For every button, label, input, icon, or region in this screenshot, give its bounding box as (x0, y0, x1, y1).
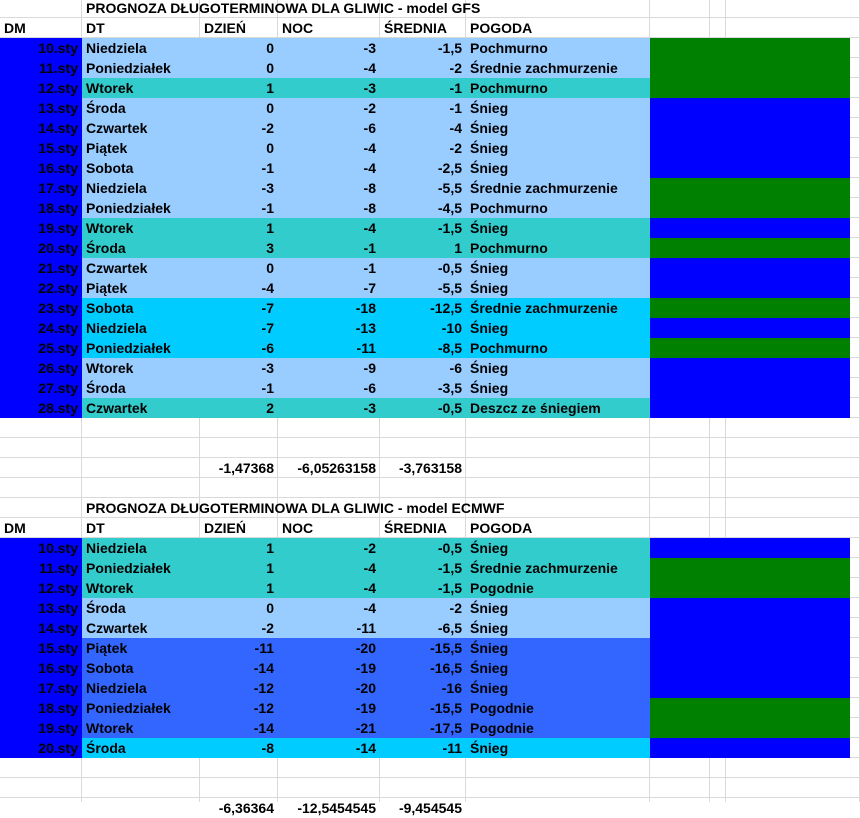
table-cell-noc[interactable]: -20 (278, 678, 380, 698)
table-cell-dzien[interactable]: -1 (200, 158, 278, 178)
table-cell-dt[interactable]: Wtorek (82, 218, 200, 238)
table-cell-dt[interactable]: Czwartek (82, 258, 200, 278)
table-cell-pogoda[interactable]: Pochmurno (466, 198, 650, 218)
table-cell-srednia[interactable]: -5,5 (380, 278, 466, 298)
table-cell-dt[interactable]: Poniedziałek (82, 558, 200, 578)
table-cell-srednia[interactable]: -15,5 (380, 698, 466, 718)
table-cell-dm[interactable]: 20.sty (0, 238, 82, 258)
table-cell-dt[interactable]: Wtorek (82, 358, 200, 378)
table-cell-srednia[interactable]: -6,5 (380, 618, 466, 638)
table-cell-dzien[interactable]: -3 (200, 358, 278, 378)
table-cell-pogoda[interactable]: Pogodnie (466, 718, 650, 738)
table-cell-dm[interactable]: 19.sty (0, 718, 82, 738)
table-cell-dzien[interactable]: -1 (200, 198, 278, 218)
table-cell-dt[interactable]: Sobota (82, 158, 200, 178)
table-cell-dt[interactable]: Środa (82, 738, 200, 758)
table-cell-noc[interactable]: -2 (278, 98, 380, 118)
table-cell-dm[interactable]: 22.sty (0, 278, 82, 298)
weather-indicator[interactable] (650, 558, 850, 578)
table-cell-srednia[interactable]: -8,5 (380, 338, 466, 358)
table-cell-noc[interactable]: -4 (278, 578, 380, 598)
table-cell-noc[interactable]: -4 (278, 218, 380, 238)
table-cell-dzien[interactable]: -1 (200, 378, 278, 398)
table-cell-pogoda[interactable]: Śnieg (466, 638, 650, 658)
table-cell-srednia[interactable]: -16,5 (380, 658, 466, 678)
table-cell-pogoda[interactable]: Śnieg (466, 658, 650, 678)
table-cell-srednia[interactable]: -0,5 (380, 538, 466, 558)
table-cell-noc[interactable]: -19 (278, 698, 380, 718)
table-cell-pogoda[interactable]: Śnieg (466, 618, 650, 638)
table-cell-srednia[interactable]: -16 (380, 678, 466, 698)
table-cell-dzien[interactable]: 1 (200, 218, 278, 238)
table-cell-pogoda[interactable]: Śnieg (466, 738, 650, 758)
table-cell-dt[interactable]: Środa (82, 98, 200, 118)
weather-indicator[interactable] (650, 178, 850, 198)
table-cell-dt[interactable]: Czwartek (82, 398, 200, 418)
table-title[interactable]: PROGNOZA DŁUGOTERMINOWA DLA GLIWIC - model GFS (86, 0, 481, 16)
table-cell-noc[interactable]: -4 (278, 558, 380, 578)
weather-indicator[interactable] (650, 158, 850, 178)
column-header-dt[interactable]: DT (86, 20, 105, 36)
table-cell-dt[interactable]: Poniedziałek (82, 338, 200, 358)
table-cell-pogoda[interactable]: Śnieg (466, 378, 650, 398)
average-srednia[interactable]: -9,454545 (398, 800, 462, 816)
table-cell-noc[interactable]: -7 (278, 278, 380, 298)
table-cell-srednia[interactable]: -2 (380, 138, 466, 158)
table-cell-srednia[interactable]: -17,5 (380, 718, 466, 738)
table-cell-srednia[interactable]: -4,5 (380, 198, 466, 218)
table-cell-dt[interactable]: Środa (82, 238, 200, 258)
table-cell-dzien[interactable]: 0 (200, 98, 278, 118)
table-cell-dt[interactable]: Środa (82, 598, 200, 618)
table-cell-dt[interactable]: Poniedziałek (82, 698, 200, 718)
table-cell-dzien[interactable]: -14 (200, 718, 278, 738)
table-cell-dm[interactable]: 20.sty (0, 738, 82, 758)
table-cell-dt[interactable]: Niedziela (82, 538, 200, 558)
weather-indicator[interactable] (650, 738, 850, 758)
table-cell-noc[interactable]: -9 (278, 358, 380, 378)
table-cell-dm[interactable]: 17.sty (0, 678, 82, 698)
table-cell-pogoda[interactable]: Śnieg (466, 118, 650, 138)
table-cell-pogoda[interactable]: Pogodnie (466, 698, 650, 718)
table-cell-dm[interactable]: 13.sty (0, 598, 82, 618)
weather-indicator[interactable] (650, 678, 850, 698)
weather-indicator[interactable] (650, 538, 850, 558)
column-header-dm[interactable]: DM (4, 520, 26, 536)
table-cell-dzien[interactable]: -4 (200, 278, 278, 298)
table-cell-dm[interactable]: 12.sty (0, 78, 82, 98)
table-cell-dzien[interactable]: -8 (200, 738, 278, 758)
table-cell-dm[interactable]: 10.sty (0, 538, 82, 558)
table-cell-dzien[interactable]: 2 (200, 398, 278, 418)
table-cell-dm[interactable]: 18.sty (0, 198, 82, 218)
table-cell-pogoda[interactable]: Śnieg (466, 258, 650, 278)
table-cell-dt[interactable]: Piątek (82, 138, 200, 158)
weather-indicator[interactable] (650, 118, 850, 138)
table-cell-dm[interactable]: 14.sty (0, 618, 82, 638)
table-cell-dt[interactable]: Wtorek (82, 578, 200, 598)
table-cell-noc[interactable]: -1 (278, 258, 380, 278)
weather-indicator[interactable] (650, 98, 850, 118)
table-cell-noc[interactable]: -3 (278, 38, 380, 58)
table-cell-srednia[interactable]: -0,5 (380, 398, 466, 418)
column-header-dzien[interactable]: DZIEŃ (204, 20, 246, 36)
table-cell-pogoda[interactable]: Pogodnie (466, 578, 650, 598)
table-cell-noc[interactable]: -11 (278, 338, 380, 358)
table-cell-dzien[interactable]: 0 (200, 258, 278, 278)
table-cell-srednia[interactable]: -10 (380, 318, 466, 338)
weather-indicator[interactable] (650, 298, 850, 318)
column-header-noc[interactable]: NOC (282, 20, 314, 36)
table-cell-dzien[interactable]: 1 (200, 578, 278, 598)
weather-indicator[interactable] (650, 718, 850, 738)
table-cell-pogoda[interactable]: Pochmurno (466, 78, 650, 98)
weather-indicator[interactable] (650, 618, 850, 638)
table-cell-pogoda[interactable]: Śnieg (466, 138, 650, 158)
table-cell-noc[interactable]: -21 (278, 718, 380, 738)
table-cell-dt[interactable]: Piątek (82, 638, 200, 658)
table-cell-noc[interactable]: -8 (278, 198, 380, 218)
column-header-pogoda[interactable]: POGODA (470, 20, 533, 36)
table-cell-noc[interactable]: -19 (278, 658, 380, 678)
weather-indicator[interactable] (650, 638, 850, 658)
table-cell-pogoda[interactable]: Średnie zachmurzenie (466, 178, 650, 198)
weather-indicator[interactable] (650, 198, 850, 218)
weather-indicator[interactable] (650, 338, 850, 358)
table-cell-pogoda[interactable]: Średnie zachmurzenie (466, 58, 650, 78)
table-cell-dm[interactable]: 10.sty (0, 38, 82, 58)
table-cell-dm[interactable]: 27.sty (0, 378, 82, 398)
table-cell-srednia[interactable]: -3,5 (380, 378, 466, 398)
average-dzien[interactable]: -1,47368 (218, 460, 274, 476)
table-cell-dzien[interactable]: 1 (200, 558, 278, 578)
column-header-dt[interactable]: DT (86, 520, 105, 536)
table-cell-dm[interactable]: 13.sty (0, 98, 82, 118)
table-cell-dzien[interactable]: 3 (200, 238, 278, 258)
table-cell-dzien[interactable]: 0 (200, 138, 278, 158)
table-cell-dzien[interactable]: -7 (200, 318, 278, 338)
table-cell-dzien[interactable]: -14 (200, 658, 278, 678)
table-cell-dm[interactable]: 28.sty (0, 398, 82, 418)
weather-indicator[interactable] (650, 578, 850, 598)
table-cell-pogoda[interactable]: Śnieg (466, 678, 650, 698)
table-cell-noc[interactable]: -1 (278, 238, 380, 258)
table-cell-dm[interactable]: 17.sty (0, 178, 82, 198)
table-cell-dm[interactable]: 16.sty (0, 158, 82, 178)
table-cell-srednia[interactable]: -11 (380, 738, 466, 758)
table-cell-srednia[interactable]: -15,5 (380, 638, 466, 658)
weather-indicator[interactable] (650, 238, 850, 258)
average-noc[interactable]: -6,05263158 (297, 460, 376, 476)
table-cell-dt[interactable]: Wtorek (82, 718, 200, 738)
table-cell-srednia[interactable]: -1,5 (380, 38, 466, 58)
table-cell-dm[interactable]: 11.sty (0, 58, 82, 78)
table-cell-pogoda[interactable]: Śnieg (466, 98, 650, 118)
weather-indicator[interactable] (650, 138, 850, 158)
table-cell-srednia[interactable]: -5,5 (380, 178, 466, 198)
table-cell-dm[interactable]: 23.sty (0, 298, 82, 318)
table-title[interactable]: PROGNOZA DŁUGOTERMINOWA DLA GLIWIC - model ECMWF (86, 500, 505, 516)
table-cell-dt[interactable]: Poniedziałek (82, 58, 200, 78)
table-cell-noc[interactable]: -14 (278, 738, 380, 758)
weather-indicator[interactable] (650, 78, 850, 98)
table-cell-dm[interactable]: 21.sty (0, 258, 82, 278)
table-cell-srednia[interactable]: -4 (380, 118, 466, 138)
weather-indicator[interactable] (650, 598, 850, 618)
weather-indicator[interactable] (650, 318, 850, 338)
table-cell-srednia[interactable]: -1,5 (380, 558, 466, 578)
table-cell-noc[interactable]: -4 (278, 598, 380, 618)
weather-indicator[interactable] (650, 258, 850, 278)
column-header-pogoda[interactable]: POGODA (470, 520, 533, 536)
weather-indicator[interactable] (650, 658, 850, 678)
table-cell-pogoda[interactable]: Śnieg (466, 358, 650, 378)
table-cell-dzien[interactable]: -3 (200, 178, 278, 198)
column-header-dzien[interactable]: DZIEŃ (204, 520, 246, 536)
table-cell-noc[interactable]: -6 (278, 118, 380, 138)
table-cell-dzien[interactable]: 0 (200, 598, 278, 618)
table-cell-dzien[interactable]: -7 (200, 298, 278, 318)
table-cell-noc[interactable]: -3 (278, 78, 380, 98)
table-cell-srednia[interactable]: -1 (380, 98, 466, 118)
table-cell-dm[interactable]: 12.sty (0, 578, 82, 598)
table-cell-pogoda[interactable]: Śnieg (466, 318, 650, 338)
table-cell-dt[interactable]: Niedziela (82, 178, 200, 198)
table-cell-noc[interactable]: -18 (278, 298, 380, 318)
table-cell-dt[interactable]: Poniedziałek (82, 198, 200, 218)
table-cell-noc[interactable]: -4 (278, 158, 380, 178)
column-header-srednia[interactable]: ŚREDNIA (384, 20, 448, 36)
table-cell-dm[interactable]: 15.sty (0, 638, 82, 658)
table-cell-dt[interactable]: Sobota (82, 298, 200, 318)
table-cell-srednia[interactable]: -12,5 (380, 298, 466, 318)
table-cell-dzien[interactable]: -12 (200, 698, 278, 718)
table-cell-noc[interactable]: -4 (278, 58, 380, 78)
table-cell-srednia[interactable]: -1,5 (380, 218, 466, 238)
table-cell-pogoda[interactable]: Pochmurno (466, 38, 650, 58)
table-cell-dt[interactable]: Niedziela (82, 38, 200, 58)
table-cell-pogoda[interactable]: Śnieg (466, 538, 650, 558)
table-cell-dt[interactable]: Niedziela (82, 678, 200, 698)
table-cell-pogoda[interactable]: Pochmurno (466, 238, 650, 258)
table-cell-srednia[interactable]: -0,5 (380, 258, 466, 278)
table-cell-dt[interactable]: Czwartek (82, 118, 200, 138)
table-cell-pogoda[interactable]: Śnieg (466, 598, 650, 618)
table-cell-srednia[interactable]: -1 (380, 78, 466, 98)
table-cell-srednia[interactable]: -1,5 (380, 578, 466, 598)
weather-indicator[interactable] (650, 358, 850, 378)
table-cell-srednia[interactable]: 1 (380, 238, 466, 258)
table-cell-dt[interactable]: Niedziela (82, 318, 200, 338)
table-cell-noc[interactable]: -11 (278, 618, 380, 638)
gridline-row (0, 437, 860, 438)
table-cell-noc[interactable]: -3 (278, 398, 380, 418)
table-cell-dzien[interactable]: 0 (200, 38, 278, 58)
weather-indicator[interactable] (650, 398, 850, 418)
table-cell-noc[interactable]: -20 (278, 638, 380, 658)
table-cell-dt[interactable]: Czwartek (82, 618, 200, 638)
table-cell-dt[interactable]: Piątek (82, 278, 200, 298)
table-cell-dzien[interactable]: -6 (200, 338, 278, 358)
table-cell-srednia[interactable]: -2 (380, 598, 466, 618)
table-cell-srednia[interactable]: -2,5 (380, 158, 466, 178)
gridline-row (0, 777, 860, 778)
weather-indicator[interactable] (650, 58, 850, 78)
table-cell-dm[interactable]: 18.sty (0, 698, 82, 718)
table-cell-dm[interactable]: 11.sty (0, 558, 82, 578)
table-cell-dt[interactable]: Środa (82, 378, 200, 398)
table-cell-dm[interactable]: 26.sty (0, 358, 82, 378)
column-header-noc[interactable]: NOC (282, 520, 314, 536)
table-cell-dt[interactable]: Wtorek (82, 78, 200, 98)
column-header-srednia[interactable]: ŚREDNIA (384, 520, 448, 536)
table-cell-pogoda[interactable]: Śnieg (466, 158, 650, 178)
table-cell-noc[interactable]: -2 (278, 538, 380, 558)
table-cell-dzien[interactable]: -2 (200, 618, 278, 638)
table-cell-pogoda[interactable]: Deszcz ze śniegiem (466, 398, 650, 418)
table-cell-pogoda[interactable]: Średnie zachmurzenie (466, 558, 650, 578)
table-cell-dzien[interactable]: -11 (200, 638, 278, 658)
table-cell-dm[interactable]: 15.sty (0, 138, 82, 158)
table-cell-noc[interactable]: -13 (278, 318, 380, 338)
table-cell-srednia[interactable]: -6 (380, 358, 466, 378)
table-cell-srednia[interactable]: -2 (380, 58, 466, 78)
table-cell-dzien[interactable]: 1 (200, 78, 278, 98)
table-cell-dzien[interactable]: -2 (200, 118, 278, 138)
average-noc[interactable]: -12,5454545 (297, 800, 376, 816)
table-cell-dm[interactable]: 16.sty (0, 658, 82, 678)
table-cell-dt[interactable]: Sobota (82, 658, 200, 678)
average-srednia[interactable]: -3,763158 (398, 460, 462, 476)
average-dzien[interactable]: -6,36364 (218, 800, 274, 816)
weather-indicator[interactable] (650, 698, 850, 718)
weather-indicator[interactable] (650, 218, 850, 238)
table-cell-pogoda[interactable]: Pochmurno (466, 338, 650, 358)
column-header-dm[interactable]: DM (4, 20, 26, 36)
table-cell-dm[interactable]: 25.sty (0, 338, 82, 358)
weather-indicator[interactable] (650, 38, 850, 58)
weather-indicator[interactable] (650, 378, 850, 398)
table-cell-pogoda[interactable]: Średnie zachmurzenie (466, 298, 650, 318)
table-cell-pogoda[interactable]: Śnieg (466, 278, 650, 298)
table-cell-dzien[interactable]: 0 (200, 58, 278, 78)
table-cell-dzien[interactable]: 1 (200, 538, 278, 558)
table-cell-dm[interactable]: 19.sty (0, 218, 82, 238)
table-cell-dm[interactable]: 24.sty (0, 318, 82, 338)
table-cell-dzien[interactable]: -12 (200, 678, 278, 698)
table-cell-noc[interactable]: -4 (278, 138, 380, 158)
table-cell-noc[interactable]: -8 (278, 178, 380, 198)
table-cell-noc[interactable]: -6 (278, 378, 380, 398)
table-cell-dm[interactable]: 14.sty (0, 118, 82, 138)
weather-indicator[interactable] (650, 278, 850, 298)
table-cell-pogoda[interactable]: Śnieg (466, 218, 650, 238)
